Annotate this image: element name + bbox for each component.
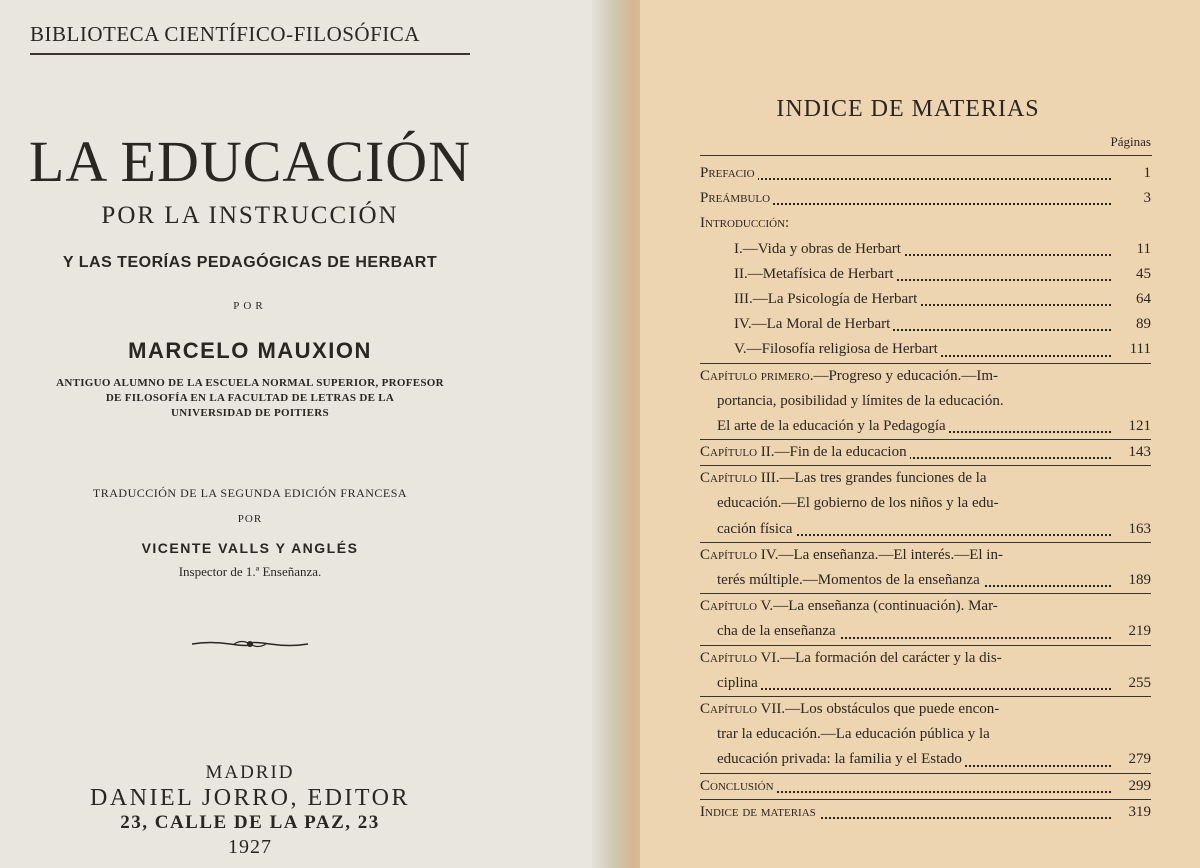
toc-entry-chapter-7 <box>700 697 1151 722</box>
chapter-title-line: —Fin de la educacion <box>774 444 907 461</box>
toc-entry-intro-5 <box>700 337 1151 362</box>
toc-entry-chapter-4-end <box>700 568 1151 593</box>
toc-entry-chapter-7-cont <box>700 722 1151 747</box>
toc-entry-intro-2 <box>700 262 1151 287</box>
author-description <box>0 376 500 421</box>
publisher-city: MADRID <box>205 762 295 783</box>
ornament-icon <box>190 636 310 652</box>
chapter-label: Capítulo III. <box>700 470 780 487</box>
pages-column-label: Páginas <box>1110 134 1151 149</box>
chapter-title-line: El arte de la educación y la Pedagogía <box>717 418 949 434</box>
author-description-line: DE FILOSOFÍA EN LA FACULTAD DE LETRAS DE LA <box>105 392 395 404</box>
translator-role: Inspector de 1.ª Enseñanza. <box>178 564 322 579</box>
toc-entry-introduccion <box>700 211 1151 236</box>
toc-entry-chapter-2 <box>700 440 1151 465</box>
toc-entry-label: Preámbulo <box>700 190 773 206</box>
toc-entry-conclusion <box>700 774 1151 799</box>
chapter-title-line: —Las tres grandes funciones de la <box>779 470 987 487</box>
chapter-label: Capítulo VII. <box>700 700 786 717</box>
toc-entry-chapter-3 <box>700 466 1151 491</box>
toc-entry-page: 299 <box>1125 774 1152 799</box>
toc-entry-indice <box>700 800 1151 825</box>
chapter-title-line: educación.—El gobierno de los niños y la edu- <box>717 495 999 512</box>
toc-entry-chapter-6-end <box>700 671 1151 696</box>
author-description-line: ANTIGUO ALUMNO DE LA ESCUELA NORMAL SUPERIOR, PROFESOR <box>56 377 444 389</box>
book-subtitle-secondary: Y LAS TEORÍAS PEDAGÓGICAS DE HERBART <box>62 254 438 271</box>
ornament-divider <box>0 636 500 652</box>
translator-name: VICENTE VALLS Y ANGLÉS <box>141 540 359 556</box>
header-rule <box>700 155 1152 156</box>
translation-note: TRADUCCIÓN DE LA SEGUNDA EDICIÓN FRANCESA <box>92 486 408 500</box>
toc-entry-intro-3 <box>700 287 1151 312</box>
table-of-contents <box>700 161 1151 825</box>
index-title: INDICE DE MATERIAS <box>776 96 1040 122</box>
toc-entry-label: III.—La Psicología de Herbart <box>734 291 920 307</box>
toc-entry-page: 163 <box>1125 517 1152 542</box>
chapter-label: Capítulo V. <box>700 598 774 615</box>
toc-entry-page: 64 <box>1132 287 1151 312</box>
chapter-title-line: —La enseñanza.—El interés.—El in- <box>778 546 1003 563</box>
chapter-label: Capítulo II. <box>700 444 775 461</box>
toc-entry-label: I.—Vida y obras de Herbart <box>734 241 904 257</box>
toc-entry-chapter-5 <box>700 594 1151 619</box>
toc-entry-page: 1 <box>1140 161 1152 186</box>
toc-entry-label: Conclusión <box>700 778 777 794</box>
toc-entry-chapter-4 <box>700 543 1151 568</box>
toc-entry-chapter-7-end <box>700 747 1151 772</box>
toc-entry-page: 3 <box>1140 186 1152 211</box>
toc-entry-chapter-1-cont <box>700 389 1151 414</box>
chapter-title-line: —La formación del carácter y la dis- <box>780 649 1002 666</box>
toc-entry-page: 189 <box>1125 568 1152 593</box>
chapter-label: Capítulo VI. <box>700 649 781 666</box>
chapter-title-line: cación física <box>717 521 795 537</box>
publication-year: 1927 <box>228 836 272 858</box>
toc-entry-prefacio <box>700 161 1151 186</box>
chapter-title-line: —Los obstáculos que puede encon- <box>785 700 1000 717</box>
book-title: LA EDUCACIÓN <box>28 129 472 194</box>
toc-entry-label: V.—Filosofía religiosa de Herbart <box>734 341 941 357</box>
chapter-title-line: trar la educación.—La educación pública y la <box>717 726 990 743</box>
chapter-label: Capítulo primero. <box>700 367 814 384</box>
toc-entry-chapter-5-end <box>700 619 1151 644</box>
toc-entry-page: 255 <box>1125 671 1152 696</box>
toc-entry-page: 319 <box>1125 800 1152 825</box>
toc-entry-page: 45 <box>1132 262 1151 287</box>
by-label: POR <box>233 300 267 312</box>
chapter-title-line: —Progreso y educación.—Im- <box>813 367 999 384</box>
chapter-title-line: —La enseñanza (continuación). Mar- <box>773 598 998 615</box>
toc-entry-page: 121 <box>1125 414 1152 439</box>
publisher-address: 23, CALLE DE LA PAZ, 23 <box>120 812 380 833</box>
chapter-title-line: terés múltiple.—Momentos de la enseñanza <box>717 572 983 588</box>
toc-entry-label: Indice de materias <box>700 804 819 820</box>
toc-entry-preambulo <box>700 186 1151 211</box>
toc-entry-chapter-1 <box>700 364 1151 389</box>
chapter-title-line: cha de la enseñanza <box>717 623 839 639</box>
toc-entry-intro-1 <box>700 237 1151 262</box>
toc-entry-label: Introducción: <box>700 215 790 232</box>
toc-entry-page: 11 <box>1133 237 1151 262</box>
chapter-label: Capítulo IV. <box>700 546 779 563</box>
toc-entry-label: II.—Metafísica de Herbart <box>734 266 897 282</box>
toc-entry-chapter-3-cont <box>700 491 1151 516</box>
author-name: MARCELO MAUXION <box>128 338 372 363</box>
toc-entry-page: 219 <box>1125 619 1152 644</box>
toc-entry-intro-4 <box>700 312 1151 337</box>
index-page <box>640 0 1200 868</box>
toc-entry-label: IV.—La Moral de Herbart <box>734 316 893 332</box>
chapter-title-line: educación privada: la familia y el Estado <box>717 751 965 767</box>
author-description-line: UNIVERSIDAD DE POITIERS <box>171 407 329 419</box>
chapter-title-line: ciplina <box>717 675 761 691</box>
toc-entry-page: 89 <box>1132 312 1151 337</box>
toc-entry-page: 111 <box>1126 337 1151 362</box>
toc-entry-chapter-1-end <box>700 414 1151 439</box>
toc-entry-chapter-3-end <box>700 517 1151 542</box>
chapter-title-line: portancia, posibilidad y límites de la educación. <box>717 392 1004 409</box>
toc-entry-label: Prefacio <box>700 165 758 181</box>
publisher-name: DANIEL JORRO, EDITOR <box>90 785 410 811</box>
toc-entry-page: 279 <box>1125 747 1152 772</box>
toc-entry-chapter-6 <box>700 646 1151 671</box>
series-title: BIBLIOTECA CIENTÍFICO-FILOSÓFICA <box>30 22 470 55</box>
book-subtitle: POR LA INSTRUCCIÓN <box>101 202 399 229</box>
toc-entry-page: 143 <box>1125 440 1152 465</box>
by-label-translator: POR <box>237 513 263 525</box>
